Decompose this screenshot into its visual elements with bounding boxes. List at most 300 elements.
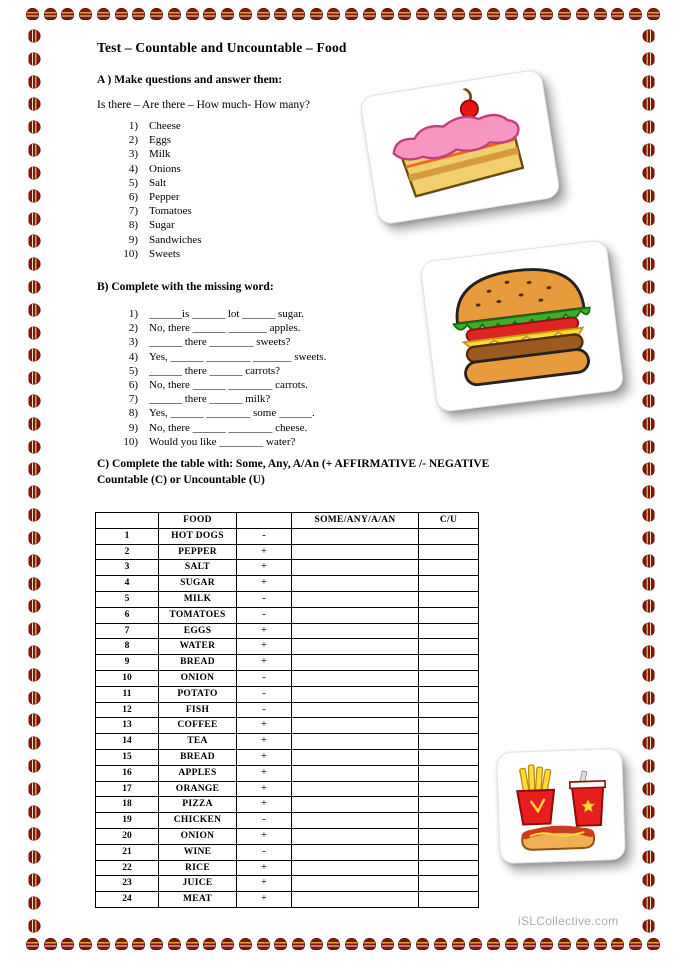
section-a-heading: A ) Make questions and answer them: [97,74,283,86]
cell-cu [419,655,479,671]
list-item [114,307,326,321]
cell-food: APPLES [159,765,237,781]
decorative-border-top [26,8,660,24]
cell-cu [419,844,479,860]
cell-cu [419,560,479,576]
header-blank-num [96,513,159,529]
cell-number: 5 [96,591,159,607]
cell-number: 11 [96,686,159,702]
list-item-number: 4) [128,350,138,363]
cell-cu [419,702,479,718]
hamburger-ornament-icon [643,851,655,864]
hamburger-ornament-icon [29,577,41,590]
cell-some-any [292,844,419,860]
cell-cu [419,828,479,844]
hamburger-ornament-icon [643,303,655,316]
cell-some-any [292,734,419,750]
list-item-text: Pepper [149,190,180,203]
hamburger-ornament-icon [643,874,655,887]
cell-some-any [292,876,419,892]
hamburger-ornament-icon [629,938,642,950]
list-item-number: 3) [128,336,138,349]
cell-food: BREAD [159,749,237,765]
hamburger-ornament-icon [61,8,74,20]
table-row [96,860,479,876]
decorative-border-right [642,30,658,932]
cell-cu [419,576,479,592]
hamburger-ornament-icon [643,326,655,339]
cell-sign: - [237,591,292,607]
table-header-row [96,513,479,529]
hamburger-ornament-icon [643,235,655,248]
section-b-list [114,307,326,449]
fast-food-combo-illustration [496,748,626,864]
table-row [96,702,479,718]
cake-slice-illustration [359,68,561,225]
cell-number: 14 [96,734,159,750]
hamburger-ornament-icon [643,372,655,385]
list-item [114,392,326,406]
table-row [96,686,479,702]
hamburger-ornament-icon [29,189,41,202]
list-item [114,335,326,349]
cell-food: ONION [159,670,237,686]
hamburger-ornament-icon [643,554,655,567]
hamburger-ornament-icon [29,98,41,111]
list-item-number: 7) [128,393,138,406]
hamburger-ornament-icon [452,938,465,950]
cell-sign: + [237,797,292,813]
hamburger-ornament-icon [29,691,41,704]
cell-cu [419,639,479,655]
table-row [96,844,479,860]
section-c-heading-line2: Countable (C) or Uncountable (U) [97,473,265,486]
cell-food: MEAT [159,892,237,908]
hamburger-ornament-icon [416,938,429,950]
cell-cu [419,892,479,908]
cell-food: TEA [159,734,237,750]
cell-number: 13 [96,718,159,734]
cell-food: EGGS [159,623,237,639]
section-a-list [114,119,202,261]
food-table [95,512,479,908]
section-c-heading [97,457,597,488]
hamburger-ornament-icon [29,349,41,362]
list-item-number: 4) [128,162,138,175]
hamburger-ornament-icon [558,938,571,950]
list-item-number: 3) [128,148,138,161]
hamburger-ornament-icon [643,600,655,613]
hamburger-ornament-icon [643,782,655,795]
cell-sign: - [237,844,292,860]
hamburger-ornament-icon [643,919,655,932]
hamburger-ornament-icon [643,509,655,522]
cell-number: 1 [96,528,159,544]
hamburger-ornament-icon [29,737,41,750]
cell-food: HOT DOGS [159,528,237,544]
cell-some-any [292,655,419,671]
list-item [114,162,202,176]
hamburger-ornament-icon [398,938,411,950]
hamburger-ornament-icon [29,372,41,385]
table-row [96,813,479,829]
section-b-heading: B) Complete with the missing word: [97,281,274,293]
hamburger-ornament-icon [416,8,429,20]
decorative-border-bottom [26,938,660,954]
cell-food: CHICKEN [159,813,237,829]
hamburger-ornament-icon [643,189,655,202]
hamburger-ornament-icon [168,8,181,20]
hamburger-ornament-icon [221,8,234,20]
cell-some-any [292,781,419,797]
header-blank-sign [237,513,292,529]
list-item-number: 6) [128,378,138,391]
list-item [114,364,326,378]
cell-sign: - [237,528,292,544]
hamburger-ornament-icon [647,8,660,20]
list-item-number: 10) [123,247,138,260]
list-item-number: 8) [128,407,138,420]
hamburger-ornament-icon [29,212,41,225]
cell-food: PIZZA [159,797,237,813]
hamburger-ornament-icon [643,577,655,590]
hamburger-ornament-icon [221,938,234,950]
table-row [96,528,479,544]
cell-some-any [292,749,419,765]
list-item [114,321,326,335]
hamburger-ornament-icon [611,938,624,950]
list-item-text: No, there ______ ________ cheese. [149,421,308,434]
decorative-border-left [28,30,44,932]
hamburger-ornament-icon [643,623,655,636]
cell-some-any [292,607,419,623]
hamburger-ornament-icon [29,440,41,453]
cell-cu [419,528,479,544]
cell-sign: - [237,702,292,718]
list-item [114,218,202,232]
hamburger-ornament-icon [643,395,655,408]
hamburger-ornament-icon [643,212,655,225]
hamburger-ornament-icon [168,938,181,950]
list-item-text: Eggs [149,134,171,147]
hamburger-ornament-icon [274,938,287,950]
list-item [114,406,326,420]
list-item-text: Cheese [149,120,181,132]
cell-number: 24 [96,892,159,908]
cell-sign: + [237,765,292,781]
hamburger-ornament-icon [643,417,655,430]
hamburger-ornament-icon [186,8,199,20]
cell-food: TOMATOES [159,607,237,623]
cell-food: RICE [159,860,237,876]
hamburger-ornament-icon [434,8,447,20]
hamburger-ornament-icon [132,938,145,950]
cell-sign: + [237,734,292,750]
cell-cu [419,860,479,876]
islcollective-watermark: iSLCollective.com [518,914,619,928]
cell-sign: + [237,749,292,765]
hamburger-ornament-icon [643,52,655,65]
cell-number: 3 [96,560,159,576]
hamburger-ornament-icon [29,668,41,681]
list-item [114,133,202,147]
hamburger-ornament-icon [29,235,41,248]
cell-sign: + [237,892,292,908]
hamburger-ornament-icon [29,486,41,499]
hamburger-ornament-icon [257,938,270,950]
cell-cu [419,765,479,781]
hamburger-ornament-icon [310,8,323,20]
hamburger-ornament-icon [643,828,655,841]
hamburger-ornament-icon [469,8,482,20]
cell-cu [419,607,479,623]
hamburger-ornament-icon [643,737,655,750]
hamburger-ornament-icon [363,8,376,20]
table-row [96,781,479,797]
hamburger-ornament-icon [643,349,655,362]
cell-some-any [292,544,419,560]
cell-some-any [292,718,419,734]
list-item-number: 1) [128,308,138,320]
hamburger-ornament-icon [381,938,394,950]
cell-number: 7 [96,623,159,639]
cell-cu [419,670,479,686]
cell-cu [419,591,479,607]
cell-some-any [292,813,419,829]
hamburger-ornament-icon [61,938,74,950]
list-item-text: Salt [149,176,167,189]
list-item [114,147,202,161]
hamburger-ornament-icon [29,623,41,636]
hamburger-ornament-icon [523,8,536,20]
hamburger-ornament-icon [643,75,655,88]
cell-sign: + [237,560,292,576]
table-row [96,655,479,671]
list-item-text: Sweets [149,247,181,260]
list-item [114,378,326,392]
cell-cu [419,813,479,829]
hamburger-ornament-icon [643,668,655,681]
cell-number: 18 [96,797,159,813]
hamburger-ornament-icon [150,8,163,20]
cell-food: WATER [159,639,237,655]
hamburger-ornament-icon [487,8,500,20]
table-row [96,828,479,844]
hamburger-ornament-icon [540,938,553,950]
hamburger-ornament-icon [643,691,655,704]
hamburger-ornament-icon [29,874,41,887]
hamburger-ornament-icon [345,8,358,20]
hamburger-ornament-icon [186,938,199,950]
hamburger-ornament-icon [29,258,41,271]
hamburger-ornament-icon [469,938,482,950]
hamburger-ornament-icon [643,486,655,499]
hamburger-ornament-icon [29,760,41,773]
list-item [114,350,326,364]
table-row [96,544,479,560]
table-row [96,591,479,607]
list-item-text: Milk [149,148,171,161]
hamburger-ornament-icon [29,166,41,179]
cell-sign: + [237,781,292,797]
list-item [114,204,202,218]
hamburger-ornament-icon [643,760,655,773]
list-item-number: 2) [128,322,138,335]
cell-number: 6 [96,607,159,623]
hamburger-ornament-icon [505,938,518,950]
table-row [96,876,479,892]
hamburger-ornament-icon [643,440,655,453]
cell-some-any [292,591,419,607]
hamburger-ornament-icon [29,919,41,932]
hamburger-illustration [419,239,624,413]
list-item-text: ______ there ________ sweets? [149,336,291,349]
cell-number: 10 [96,670,159,686]
table-row [96,560,479,576]
hamburger-ornament-icon [29,144,41,157]
list-item [114,176,202,190]
cell-food: PEPPER [159,544,237,560]
cell-number: 21 [96,844,159,860]
hamburger-ornament-icon [452,8,465,20]
hamburger-ornament-icon [132,8,145,20]
hamburger-ornament-icon [398,8,411,20]
table-row [96,607,479,623]
cell-food: JUICE [159,876,237,892]
list-item-number: 9) [128,233,138,246]
section-a-prompt: Is there – Are there – How much- How many? [97,99,311,111]
section-c-heading-line1: C) Complete the table with: Some, Any, A/An (+ AFFIRMATIVE /- NEGATIVE [97,458,490,470]
list-item-text: Sugar [149,219,175,232]
hamburger-ornament-icon [29,805,41,818]
cell-some-any [292,670,419,686]
table-row [96,734,479,750]
hamburger-ornament-icon [643,144,655,157]
cell-some-any [292,892,419,908]
list-item-text: ______ there ______ milk? [149,393,271,406]
hamburger-ornament-icon [327,938,340,950]
hamburger-ornament-icon [150,938,163,950]
cell-number: 15 [96,749,159,765]
hamburger-ornament-icon [29,851,41,864]
hamburger-ornament-icon [292,8,305,20]
list-item-text: Onions [149,162,181,175]
hamburger-ornament-icon [611,8,624,20]
hamburger-ornament-icon [643,896,655,909]
hamburger-ornament-icon [203,938,216,950]
cell-some-any [292,797,419,813]
worksheet-title: Test – Countable and Uncountable – Food [97,40,347,55]
fast-food-icon [503,754,618,858]
table-row [96,765,479,781]
cell-some-any [292,765,419,781]
cell-number: 8 [96,639,159,655]
cell-food: SUGAR [159,576,237,592]
cell-sign: + [237,623,292,639]
cell-some-any [292,860,419,876]
hamburger-ornament-icon [29,395,41,408]
cell-some-any [292,639,419,655]
table-row [96,639,479,655]
hamburger-ornament-icon [79,938,92,950]
hamburger-ornament-icon [292,938,305,950]
list-item-number: 1) [128,120,138,132]
hamburger-ornament-icon [576,938,589,950]
cell-sign: + [237,576,292,592]
cell-food: COFFEE [159,718,237,734]
list-item-number: 5) [128,176,138,189]
hamburger-ornament-icon [643,258,655,271]
hamburger-ornament-icon [643,121,655,134]
list-item [114,233,202,247]
hamburger-ornament-icon [643,98,655,111]
cell-sign: - [237,607,292,623]
hamburger-ornament-icon [29,509,41,522]
list-item [114,247,202,261]
table-row [96,749,479,765]
cell-number: 12 [96,702,159,718]
cell-food: MILK [159,591,237,607]
list-item [114,119,202,133]
hamburger-ornament-icon [643,30,655,43]
hamburger-ornament-icon [115,8,128,20]
hamburger-ornament-icon [257,8,270,20]
header-cu: C/U [419,513,479,529]
hamburger-ornament-icon [115,938,128,950]
hamburger-ornament-icon [26,938,39,950]
hamburger-ornament-icon [345,938,358,950]
table-row [96,718,479,734]
cell-number: 23 [96,876,159,892]
cell-sign: - [237,670,292,686]
cell-food: WINE [159,844,237,860]
hamburger-ornament-icon [487,938,500,950]
list-item-text: Yes, ______ ________ some ______. [149,407,315,420]
hamburger-ornament-icon [29,121,41,134]
cell-cu [419,749,479,765]
hamburger-ornament-icon [29,714,41,727]
hamburger-ornament-icon [647,938,660,950]
list-item-number: 9) [128,421,138,434]
hamburger-ornament-icon [381,8,394,20]
cell-sign: + [237,544,292,560]
hamburger-ornament-icon [523,938,536,950]
table-row [96,576,479,592]
header-some-any-a-an: SOME/ANY/A/AN [292,513,419,529]
cell-number: 20 [96,828,159,844]
list-item-text: Yes, ______ ________ _______ sweets. [149,350,327,363]
list-item-text: Tomatoes [149,205,192,218]
hamburger-ornament-icon [239,8,252,20]
cell-some-any [292,560,419,576]
hamburger-ornament-icon [505,8,518,20]
cell-some-any [292,576,419,592]
cell-number: 2 [96,544,159,560]
hamburger-ornament-icon [97,938,110,950]
hamburger-ornament-icon [540,8,553,20]
hamburger-ornament-icon [203,8,216,20]
hamburger-ornament-icon [29,645,41,658]
hamburger-ornament-icon [29,782,41,795]
hamburger-ornament-icon [643,645,655,658]
hamburger-ornament-icon [643,463,655,476]
cell-sign: + [237,718,292,734]
hamburger-ornament-icon [629,8,642,20]
list-item-text: No, there ______ ________ carrots. [149,378,308,391]
hamburger-ornament-icon [643,805,655,818]
hamburger-ornament-icon [29,52,41,65]
cell-cu [419,734,479,750]
